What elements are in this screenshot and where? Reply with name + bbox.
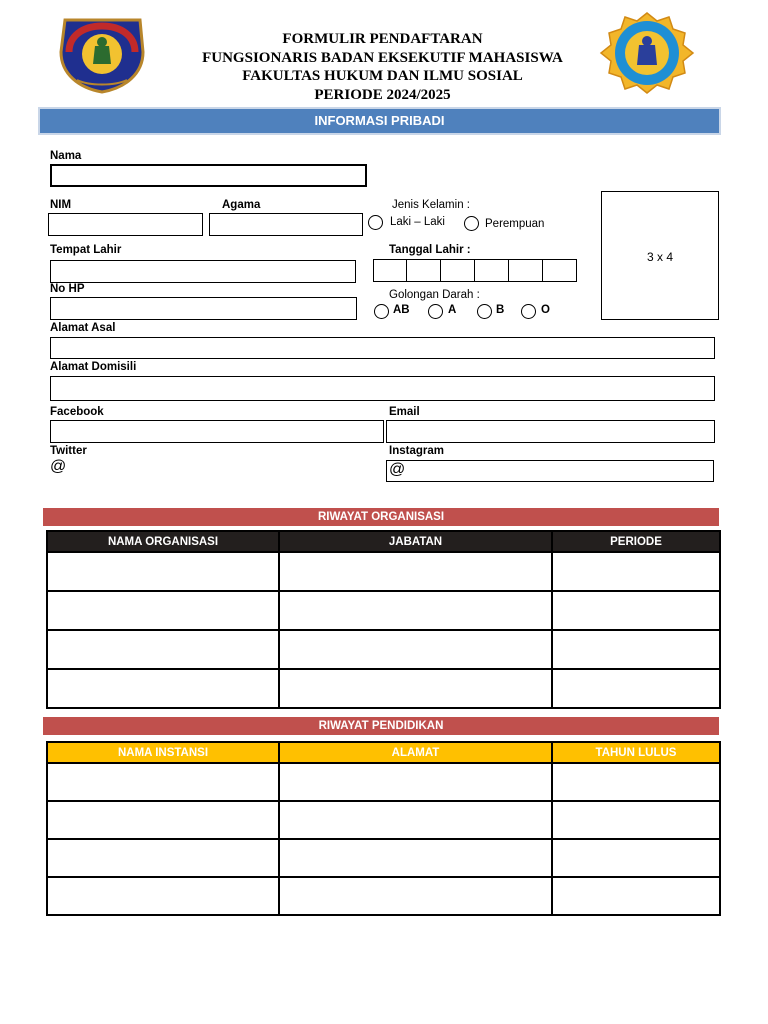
table-cell[interactable] (279, 801, 552, 839)
table-cell[interactable] (47, 839, 279, 877)
table-cell[interactable] (552, 669, 720, 708)
table-cell[interactable] (279, 763, 552, 801)
blood-b-radio[interactable] (477, 304, 492, 319)
table-cell[interactable] (279, 839, 552, 877)
gender-laki-label: Laki – Laki (390, 216, 445, 228)
organisasi-table (46, 530, 721, 709)
table-cell[interactable] (47, 763, 279, 801)
table-cell[interactable] (47, 630, 279, 669)
alamat-asal-label: Alamat Asal (50, 322, 116, 334)
pendidikan-table-header (47, 742, 720, 763)
table-row (47, 839, 720, 877)
nim-field[interactable] (48, 213, 203, 236)
organisasi-col-jabatan: JABATAN (279, 531, 552, 552)
no-hp-field[interactable] (50, 297, 357, 320)
agama-label: Agama (222, 199, 261, 211)
table-cell[interactable] (552, 877, 720, 915)
alamat-asal-field[interactable] (50, 337, 715, 359)
blood-ab-label: AB (393, 304, 410, 316)
table-cell[interactable] (552, 763, 720, 801)
blood-o-radio[interactable] (521, 304, 536, 319)
title-line-1: FORMULIR PENDAFTARAN (282, 31, 483, 47)
pendidikan-col-nama-instansi: NAMA INSTANSI (47, 742, 279, 763)
table-cell[interactable] (279, 552, 552, 591)
title-line-4: PERIODE 2024/2025 (314, 86, 451, 103)
organisasi-col-nama: NAMA ORGANISASI (47, 531, 279, 552)
table-cell[interactable] (47, 801, 279, 839)
alamat-domisili-field[interactable] (50, 376, 715, 401)
photo-size-label: 3 x 4 (646, 250, 673, 264)
email-label: Email (389, 406, 420, 418)
photo-box (601, 191, 719, 320)
gender-laki-radio[interactable] (368, 215, 383, 230)
tanggal-lahir-digit[interactable] (474, 259, 509, 282)
table-cell[interactable] (47, 591, 279, 630)
pendidikan-col-alamat: ALAMAT (279, 742, 552, 763)
table-cell[interactable] (279, 630, 552, 669)
section-header-informasi-pribadi: INFORMASI PRIBADI (40, 109, 719, 133)
table-row (47, 669, 720, 708)
section-header-riwayat-organisasi: RIWAYAT ORGANISASI (43, 508, 719, 526)
pendidikan-table (46, 741, 721, 916)
twitter-label: Twitter (50, 445, 87, 457)
section-header-riwayat-pendidikan: RIWAYAT PENDIDIKAN (43, 717, 719, 735)
table-cell[interactable] (552, 552, 720, 591)
pendidikan-col-tahun-lulus: TAHUN LULUS (552, 742, 720, 763)
blood-o-label: O (541, 304, 550, 316)
table-cell[interactable] (552, 839, 720, 877)
organisasi-table-header (47, 531, 720, 552)
golongan-darah-label: Golongan Darah : (389, 289, 480, 301)
tanggal-lahir-digit[interactable] (406, 259, 441, 282)
table-row (47, 877, 720, 915)
facebook-field[interactable] (50, 420, 384, 443)
table-cell[interactable] (47, 669, 279, 708)
table-row (47, 591, 720, 630)
tanggal-lahir-label: Tanggal Lahir : (389, 244, 471, 256)
table-cell[interactable] (279, 877, 552, 915)
nama-field[interactable] (50, 164, 367, 187)
table-cell[interactable] (279, 669, 552, 708)
table-cell[interactable] (552, 591, 720, 630)
table-cell[interactable] (47, 877, 279, 915)
blood-b-label: B (496, 304, 505, 316)
tanggal-lahir-digit[interactable] (373, 259, 407, 282)
nama-label: Nama (50, 150, 82, 162)
nim-label: NIM (50, 199, 72, 211)
instagram-field[interactable] (386, 460, 714, 482)
table-cell[interactable] (279, 591, 552, 630)
table-cell[interactable] (552, 801, 720, 839)
email-field[interactable] (386, 420, 715, 443)
agama-field[interactable] (209, 213, 363, 236)
blood-a-label: A (448, 304, 457, 316)
tempat-lahir-label: Tempat Lahir (50, 244, 122, 256)
blood-ab-radio[interactable] (374, 304, 389, 319)
facebook-label: Facebook (50, 406, 104, 418)
alamat-domisili-label: Alamat Domisili (50, 361, 137, 373)
tempat-lahir-field[interactable] (50, 260, 356, 283)
gender-perempuan-radio[interactable] (464, 216, 479, 231)
organisasi-col-periode: PERIODE (552, 531, 720, 552)
table-row (47, 763, 720, 801)
table-cell[interactable] (552, 630, 720, 669)
instagram-label: Instagram (389, 445, 444, 457)
table-cell[interactable] (47, 552, 279, 591)
tanggal-lahir-digit[interactable] (508, 259, 543, 282)
form-title (170, 30, 595, 104)
tanggal-lahir-digit[interactable] (542, 259, 577, 282)
blood-a-radio[interactable] (428, 304, 443, 319)
gender-perempuan-label: Perempuan (485, 218, 545, 230)
bem-logo-right (599, 11, 695, 95)
title-line-2: FUNGSIONARIS BADAN EKSEKUTIF MAHASISWA (202, 49, 563, 66)
tanggal-lahir-digit[interactable] (440, 259, 475, 282)
jenis-kelamin-label: Jenis Kelamin : (392, 199, 470, 211)
title-line-3: FAKULTAS HUKUM DAN ILMU SOSIAL (242, 68, 523, 84)
instagram-at-symbol: @ (389, 461, 406, 478)
table-row (47, 801, 720, 839)
twitter-at-symbol: @ (50, 458, 67, 475)
table-row (47, 552, 720, 591)
no-hp-label: No HP (50, 283, 85, 295)
table-row (47, 630, 720, 669)
undiksha-logo-left (55, 12, 150, 94)
